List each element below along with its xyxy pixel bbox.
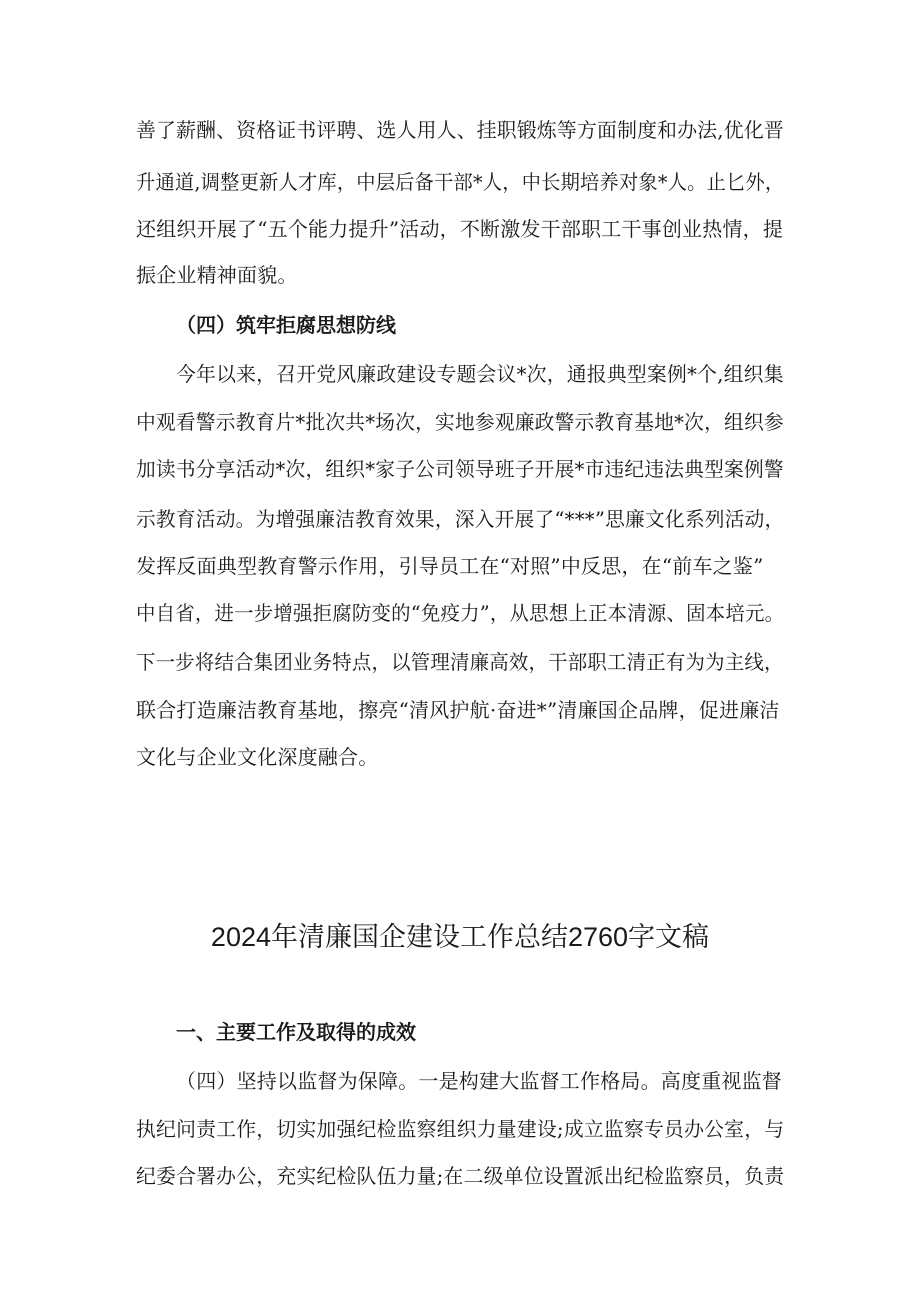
document-title: 2024年清廉国企建设工作总结2760字文稿 xyxy=(210,922,710,952)
paragraph-line: 示教育活动。为增强廉洁教育效果，深入开展了“***”思廉文化系列活动， xyxy=(136,507,785,531)
paragraph-line: （四）坚持以监督为保障。一是构建大监督工作格局。高度重视监督 xyxy=(176,1069,782,1093)
paragraph-line: 纪委合署办公，充实纪检队伍力量;在二级单位设置派出纪检监察员，负责 xyxy=(136,1164,785,1188)
paragraph-line: 执纪问责工作，切实加强纪检监察组织力量建设;成立监察专员办公室，与 xyxy=(136,1117,785,1141)
section-heading: 一、主要工作及取得的成效 xyxy=(176,1020,416,1044)
paragraph-line: 中观看警示教育片*批次共*场次，实地参观廉政警示教育基地*次，组织参 xyxy=(136,410,784,434)
paragraph-line: 加读书分享活动*次，组织*家子公司领导班子开展*市违纪违法典型案例警 xyxy=(136,457,784,481)
paragraph-line: 下一步将结合集团业务特点，以管理清廉高效，干部职工清正有为为主线， xyxy=(136,650,784,674)
paragraph-line: 升通道,调整更新人才库，中层后备干部*人，中长期培养对象*人。止匕外， xyxy=(136,170,785,194)
paragraph-line: 振企业精神面貌。 xyxy=(136,263,298,287)
paragraph-line: 中自省，进一步增强拒腐防变的“免疫力”，从思想上正本清源、固本培元。 xyxy=(136,601,785,625)
paragraph-line: 文化与企业文化深度融合。 xyxy=(136,745,379,769)
paragraph-line: 联合打造廉洁教育基地，擦亮“清风护航·奋进*”清廉国企品牌，促进廉洁 xyxy=(136,698,780,722)
section-heading: （四）筑牢拒腐思想防线 xyxy=(176,313,396,337)
paragraph-line: 发挥反面典型教育警示作用，引导员工在“对照”中反思，在“前车之鉴” xyxy=(136,554,764,578)
paragraph-line: 今年以来，召开党风廉政建设专题会议*次，通报典型案例*个,组织集 xyxy=(176,362,784,386)
paragraph-line: 善了薪酬、资格证书评聘、选人用人、挂职锻炼等方面制度和办法,优化晋 xyxy=(136,118,784,142)
paragraph-line: 还组织开展了“五个能力提升”活动，不断激发干部职工干事创业热情，提 xyxy=(136,217,784,241)
